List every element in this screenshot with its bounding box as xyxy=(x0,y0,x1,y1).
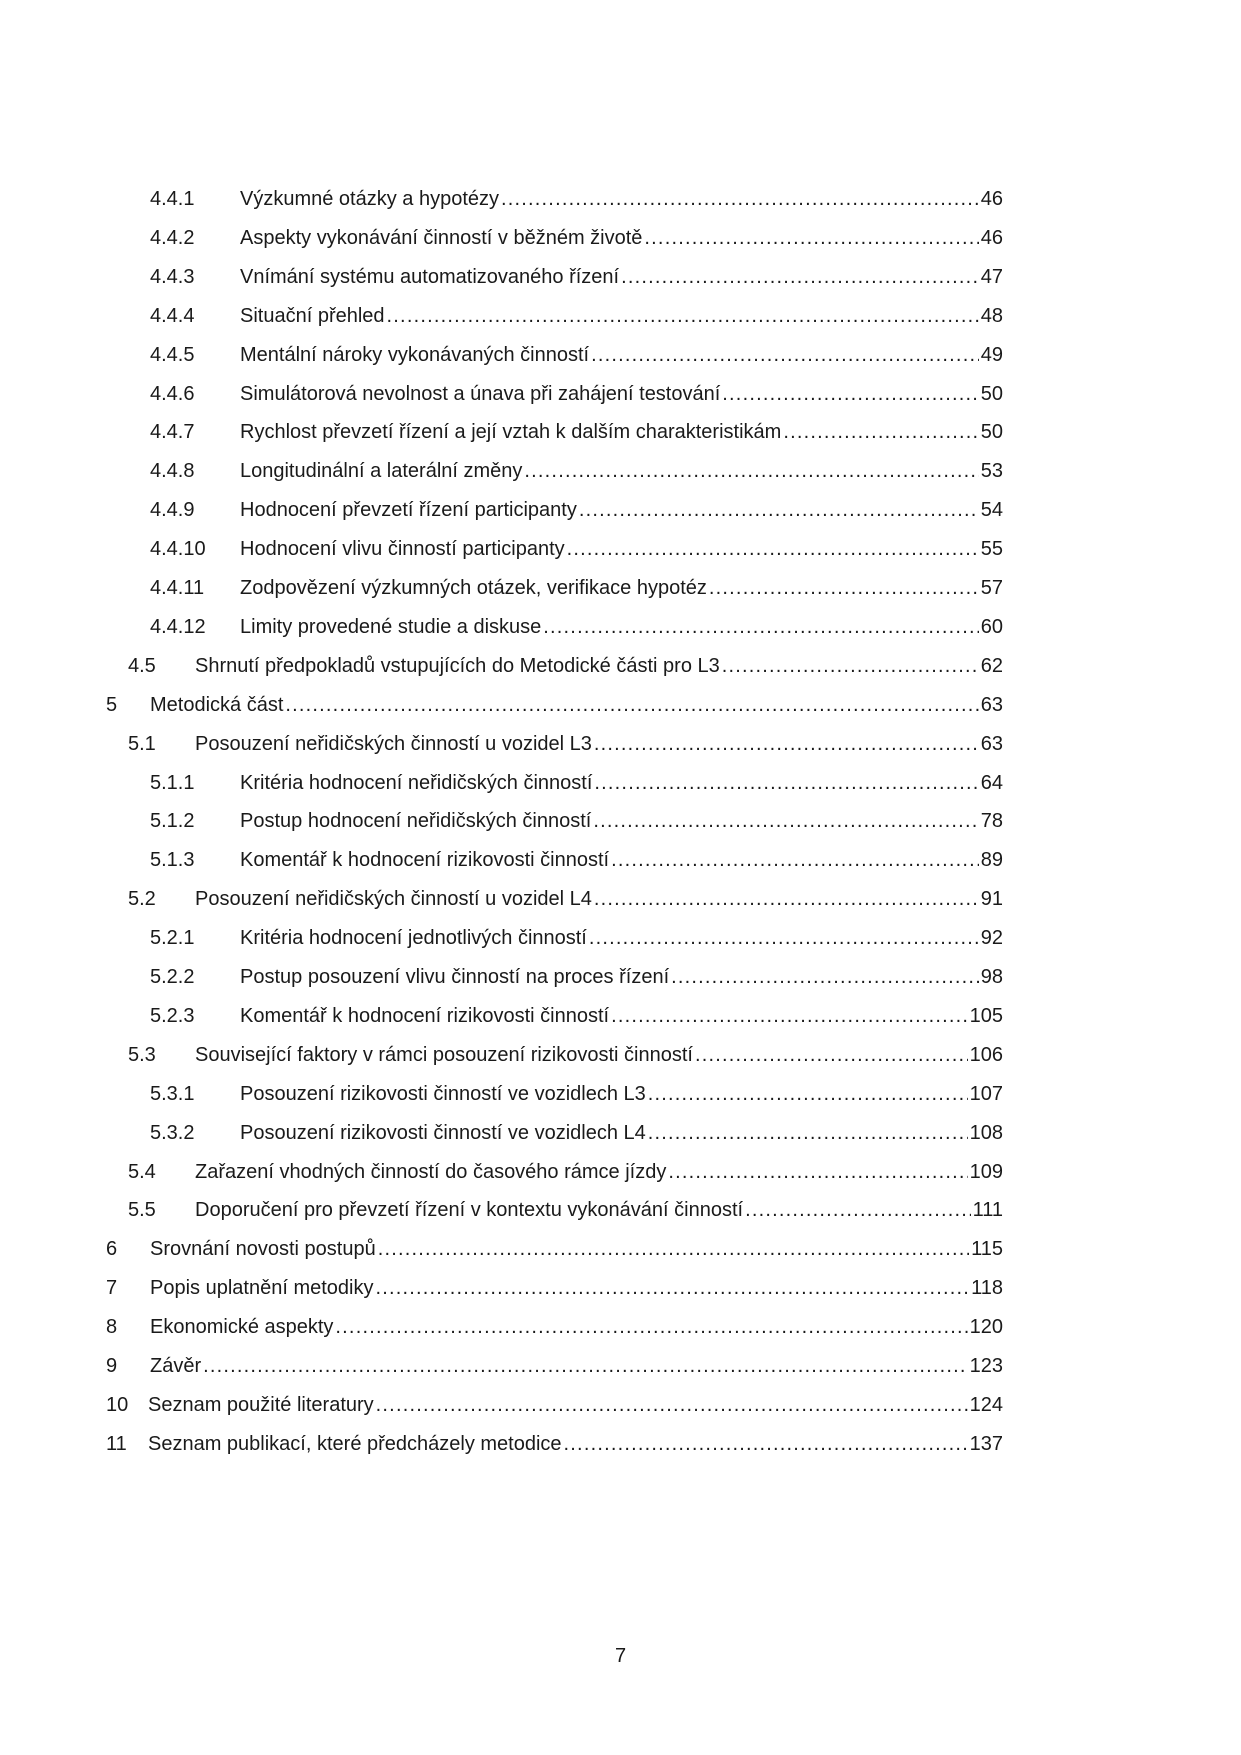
dot-leader xyxy=(594,768,978,798)
toc-entry-link[interactable] xyxy=(195,1040,1003,1070)
dot-leader xyxy=(783,417,978,447)
toc-entry[interactable] xyxy=(0,1312,1241,1342)
toc-entry-title: Popis uplatnění metodiky xyxy=(150,1277,374,1300)
toc-entry[interactable] xyxy=(0,962,1241,992)
toc-entry[interactable] xyxy=(0,184,1241,214)
toc-entry-number: 4.4.7 xyxy=(150,421,195,444)
toc-entry-number: 4.4.10 xyxy=(150,538,206,561)
toc-entry-link[interactable] xyxy=(150,1234,1003,1264)
toc-entry-link[interactable] xyxy=(240,806,1003,836)
toc-entry-title: Aspekty vykonávání činností v běžném životě xyxy=(240,226,643,249)
dot-leader xyxy=(668,1157,967,1187)
toc-entry-link[interactable] xyxy=(240,184,1003,214)
toc-entry[interactable] xyxy=(0,1079,1241,1109)
toc-entry-page: 98 xyxy=(980,966,1003,988)
toc-entry[interactable] xyxy=(0,1429,1241,1459)
dot-leader xyxy=(593,806,978,836)
toc-entry-number: 4.4.1 xyxy=(150,188,195,210)
toc-entry-link[interactable] xyxy=(195,1157,1003,1187)
toc-entry-page: 54 xyxy=(980,499,1003,522)
toc-entry-number: 5.3 xyxy=(128,1043,156,1066)
toc-entry[interactable] xyxy=(0,417,1241,447)
toc-entry-title: Longitudinální a laterální změny xyxy=(240,460,523,483)
toc-entry-number: 4.4.2 xyxy=(150,226,195,249)
toc-entry-link[interactable] xyxy=(150,1273,1003,1303)
toc-entry-page: 115 xyxy=(971,1238,1003,1261)
dot-leader xyxy=(621,262,979,292)
toc-entry-number: 5.2.2 xyxy=(150,966,195,988)
toc-entry-number: 4.4.6 xyxy=(150,382,195,405)
toc-entry-title: Posouzení neřidičských činností u vozidel L4 xyxy=(195,888,592,911)
toc-entry-number: 4.4.3 xyxy=(150,265,195,288)
toc-entry[interactable] xyxy=(0,1195,1241,1225)
toc-entry[interactable] xyxy=(0,845,1241,875)
toc-entry-link[interactable] xyxy=(195,884,1003,914)
toc-entry-link[interactable] xyxy=(150,1312,1003,1342)
dot-leader xyxy=(745,1195,971,1225)
toc-entry-number: 5.1.2 xyxy=(150,810,195,833)
toc-entry-page: 47 xyxy=(980,265,1003,288)
toc-entry[interactable] xyxy=(0,1351,1241,1381)
dot-leader xyxy=(611,1001,968,1031)
toc-entry-link[interactable] xyxy=(240,223,1003,253)
toc-entry-number: 4.4.5 xyxy=(150,343,195,366)
toc-entry-page: 92 xyxy=(980,927,1003,950)
toc-entry[interactable] xyxy=(0,379,1241,409)
dot-leader xyxy=(543,612,978,642)
dot-leader xyxy=(387,301,979,331)
toc-entry-link[interactable] xyxy=(240,845,1003,875)
dot-leader xyxy=(524,456,978,486)
toc-entry-title: Seznam použité literatury xyxy=(148,1393,374,1416)
toc-entry-title: Ekonomické aspekty xyxy=(150,1316,334,1339)
toc-entry-title: Rychlost převzetí řízení a její vztah k dalším charakteristikám xyxy=(240,421,782,444)
toc-entry-number: 11 xyxy=(106,1432,127,1455)
toc-entry[interactable] xyxy=(0,223,1241,253)
toc-entry[interactable] xyxy=(0,884,1241,914)
toc-entry-title: Posouzení rizikovosti činností ve vozidlech L3 xyxy=(240,1082,646,1105)
toc-entry-number: 4.4.12 xyxy=(150,615,206,638)
toc-entry-page: 108 xyxy=(969,1121,1003,1144)
dot-leader xyxy=(591,340,979,370)
toc-entry[interactable] xyxy=(0,729,1241,759)
toc-entry-number: 5.5 xyxy=(128,1199,156,1222)
toc-entry-page: 78 xyxy=(980,810,1003,833)
toc-entry[interactable] xyxy=(0,806,1241,836)
toc-entry-number: 5.3.2 xyxy=(150,1121,195,1144)
toc-entry-title: Doporučení pro převzetí řízení v kontextu vykonávání činností xyxy=(195,1199,744,1222)
toc-entry-title: Komentář k hodnocení rizikovosti činností xyxy=(240,1004,610,1027)
toc-entry-number: 4.4.4 xyxy=(150,304,195,327)
toc-entry-page: 62 xyxy=(980,654,1003,677)
toc-entry-title: Posouzení rizikovosti činností ve vozidlech L4 xyxy=(240,1121,646,1144)
dot-leader xyxy=(611,845,979,875)
toc-entry-number: 4.4.11 xyxy=(150,577,205,599)
toc-entry-page: 120 xyxy=(969,1316,1003,1339)
toc-entry-link[interactable] xyxy=(240,923,1003,953)
toc-entry-page: 107 xyxy=(969,1082,1003,1105)
toc-entry-page: 57 xyxy=(980,577,1003,599)
toc-entry-title: Kritéria hodnocení neřidičských činností xyxy=(240,771,593,794)
toc-entry-number: 5.1 xyxy=(128,732,156,755)
toc-entry-link[interactable] xyxy=(240,340,1003,370)
toc-entry-link[interactable] xyxy=(240,301,1003,331)
toc-entry-link[interactable] xyxy=(240,1001,1003,1031)
dot-leader xyxy=(589,923,979,953)
toc-entry[interactable] xyxy=(0,612,1241,642)
toc-entry-page: 49 xyxy=(980,343,1003,366)
toc-entry-link[interactable] xyxy=(240,262,1003,292)
dot-leader xyxy=(376,1390,968,1420)
toc-entry[interactable] xyxy=(0,923,1241,953)
dot-leader xyxy=(203,1351,968,1381)
toc-entry-page: 46 xyxy=(980,226,1003,249)
toc-entry-page: 123 xyxy=(969,1355,1003,1377)
dot-leader xyxy=(375,1273,969,1303)
toc-entry-link[interactable] xyxy=(240,1079,1003,1109)
toc-entry-page: 124 xyxy=(969,1393,1003,1416)
toc-entry-number: 4.4.9 xyxy=(150,499,195,522)
dot-leader xyxy=(335,1312,967,1342)
toc-entry-number: 5.3.1 xyxy=(150,1082,195,1105)
toc-entry-link[interactable] xyxy=(240,962,1003,992)
toc-entry-link[interactable] xyxy=(240,417,1003,447)
toc-entry[interactable] xyxy=(0,690,1241,720)
toc-entry-title: Shrnutí předpokladů vstupujících do Metodické části pro L3 xyxy=(195,654,720,677)
toc-entry-title: Postup hodnocení neřidičských činností xyxy=(240,810,592,833)
dot-leader xyxy=(722,379,978,409)
toc-entry-title: Mentální nároky vykonávaných činností xyxy=(240,343,590,366)
toc-entry-number: 4.5 xyxy=(128,654,156,677)
toc-entry-page: 55 xyxy=(980,538,1003,561)
toc-entry-page: 48 xyxy=(980,304,1003,327)
dot-leader xyxy=(648,1079,968,1109)
toc-entry-number: 10 xyxy=(106,1393,129,1416)
dot-leader xyxy=(567,534,979,564)
toc-entry-title: Limity provedené studie a diskuse xyxy=(240,615,542,638)
toc-entry-link[interactable] xyxy=(195,729,1003,759)
toc-entry-title: Zodpovězení výzkumných otázek, verifikace hypotéz xyxy=(240,577,707,599)
toc-entry[interactable] xyxy=(0,1001,1241,1031)
dot-leader xyxy=(648,1118,968,1148)
toc-entry-title: Vnímání systému automatizovaného řízení xyxy=(240,265,620,288)
toc-entry-link[interactable] xyxy=(240,379,1003,409)
dot-leader xyxy=(378,1234,969,1264)
toc-entry-title: Posouzení neřidičských činností u vozidel L3 xyxy=(195,732,592,755)
toc-entry-number: 8 xyxy=(106,1316,118,1339)
toc-entry[interactable] xyxy=(0,262,1241,292)
toc-entry-number: 5 xyxy=(106,693,118,716)
toc-entry-page: 89 xyxy=(980,849,1003,872)
toc-entry-title: Srovnání novosti postupů xyxy=(150,1238,376,1261)
toc-entry-link[interactable] xyxy=(240,495,1003,525)
toc-entry-number: 5.4 xyxy=(128,1160,156,1183)
toc-entry-number: 9 xyxy=(106,1355,118,1377)
toc-entry[interactable] xyxy=(0,768,1241,798)
dot-leader xyxy=(594,884,979,914)
toc-entry-title: Závěr xyxy=(150,1355,202,1377)
toc-entry-page: 46 xyxy=(980,188,1003,210)
toc-entry-title: Metodická část xyxy=(150,693,284,716)
dot-leader xyxy=(564,1429,968,1459)
toc-entry[interactable] xyxy=(0,651,1241,681)
toc-entry-number: 7 xyxy=(106,1277,118,1300)
toc-entry-number: 5.1.1 xyxy=(150,771,195,794)
toc-entry-link[interactable] xyxy=(240,456,1003,486)
toc-entry-link[interactable] xyxy=(240,768,1003,798)
toc-entry-link[interactable] xyxy=(195,1195,1003,1225)
dot-leader xyxy=(285,690,978,720)
toc-entry-title: Simulátorová nevolnost a únava při zahájení testování xyxy=(240,382,721,405)
toc-entry-number: 5.2.3 xyxy=(150,1004,195,1027)
toc-entry-title: Hodnocení vlivu činností participanty xyxy=(240,538,565,561)
toc-entry-page: 111 xyxy=(972,1199,1003,1222)
toc-entry-page: 63 xyxy=(980,732,1003,755)
toc-entry-page: 60 xyxy=(980,615,1003,638)
dot-leader xyxy=(594,729,979,759)
toc-entry-number: 5.2 xyxy=(128,888,156,911)
toc-entry-link[interactable] xyxy=(240,573,1003,603)
toc-entry-title: Související faktory v rámci posouzení rizikovosti činností xyxy=(195,1043,693,1066)
toc-entry-link[interactable] xyxy=(150,1351,1003,1381)
toc-entry-title: Výzkumné otázky a hypotézy xyxy=(240,188,500,210)
toc-entry[interactable] xyxy=(0,1157,1241,1187)
toc-entry-title: Situační přehled xyxy=(240,304,385,327)
toc-entry[interactable] xyxy=(0,573,1241,603)
toc-entry-page: 137 xyxy=(969,1432,1003,1455)
toc-entry-title: Seznam publikací, které předcházely metodice xyxy=(148,1432,562,1455)
toc-entry[interactable] xyxy=(0,301,1241,331)
toc-entry-page: 109 xyxy=(969,1160,1003,1183)
toc-entry-link[interactable] xyxy=(240,534,1003,564)
toc-entry-link[interactable] xyxy=(195,651,1003,681)
toc-entry[interactable] xyxy=(0,1273,1241,1303)
dot-leader xyxy=(644,223,978,253)
toc-entry-page: 53 xyxy=(980,460,1003,483)
toc-entry-title: Komentář k hodnocení rizikovosti činností xyxy=(240,849,610,872)
dot-leader xyxy=(579,495,979,525)
page-number: 7 xyxy=(614,1645,627,1667)
toc-entry-page: 50 xyxy=(980,382,1003,405)
toc-entry-title: Postup posouzení vlivu činností na proces řízení xyxy=(240,966,670,988)
toc-entry-page: 63 xyxy=(980,693,1003,716)
toc-entry[interactable] xyxy=(0,1390,1241,1420)
dot-leader xyxy=(695,1040,968,1070)
toc-entry[interactable] xyxy=(0,1234,1241,1264)
toc-entry[interactable] xyxy=(0,456,1241,486)
toc-entry-title: Hodnocení převzetí řízení participanty xyxy=(240,499,577,522)
toc-entry-page: 105 xyxy=(969,1004,1003,1027)
toc-entry-page: 50 xyxy=(980,421,1003,444)
dot-leader xyxy=(671,962,979,992)
dot-leader xyxy=(501,184,979,214)
toc-entry-title: Kritéria hodnocení jednotlivých činností xyxy=(240,927,587,950)
toc-entry-page: 64 xyxy=(980,771,1003,794)
toc-entry-link[interactable] xyxy=(240,612,1003,642)
toc-entry-link[interactable] xyxy=(240,1118,1003,1148)
toc-entry[interactable] xyxy=(0,534,1241,564)
toc-entry-number: 4.4.8 xyxy=(150,460,195,483)
dot-leader xyxy=(709,573,979,603)
toc-entry[interactable] xyxy=(0,495,1241,525)
toc-entry-link[interactable] xyxy=(150,690,1003,720)
toc-entry-link[interactable] xyxy=(148,1429,1003,1459)
toc-entry-page: 106 xyxy=(969,1043,1003,1066)
toc-entry-number: 5.2.1 xyxy=(150,927,195,950)
toc-entry[interactable] xyxy=(0,1118,1241,1148)
toc-entry-number: 5.1.3 xyxy=(150,849,195,872)
dot-leader xyxy=(722,651,979,681)
toc-entry-link[interactable] xyxy=(148,1390,1003,1420)
toc-entry[interactable] xyxy=(0,1040,1241,1070)
toc-entry-page: 91 xyxy=(980,888,1003,911)
toc-entry-number: 6 xyxy=(106,1238,118,1261)
toc-entry-title: Zařazení vhodných činností do časového rámce jízdy xyxy=(195,1160,667,1183)
toc-entry[interactable] xyxy=(0,340,1241,370)
toc-entry-page: 118 xyxy=(971,1277,1003,1300)
